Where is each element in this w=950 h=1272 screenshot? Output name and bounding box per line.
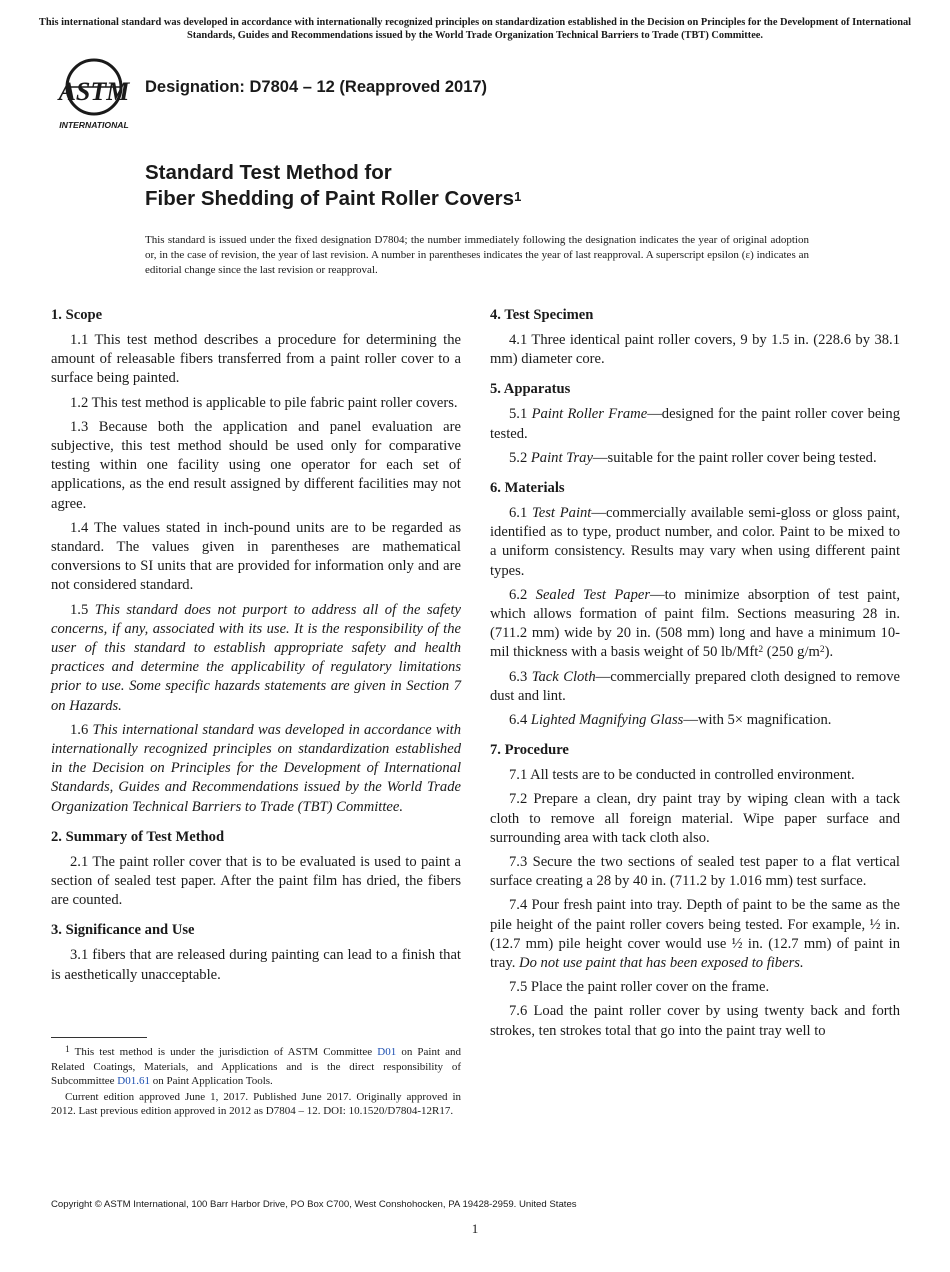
- footnote-divider: [51, 1037, 147, 1038]
- section-heading: 4. Test Specimen: [490, 307, 594, 323]
- paragraph-1-3: 1.3 Because both the application and panel evaluation are subjective, this test method should be used only for comparative testing within one facility using one operator for each set of applications, as the end result assigned by different facilities may not agree.: [51, 418, 461, 512]
- section-heading: 3. Significance and Use: [51, 922, 195, 939]
- section-heading: 5. Apparatus: [490, 381, 571, 398]
- section-significance: [51, 921, 461, 984]
- section-heading: 6. Materials: [490, 480, 565, 497]
- title-line-2: Fiber Shedding of Paint Roller Covers$^1$: [145, 187, 522, 210]
- copyright: Copyright © ASTM International, 100 Barr Harbor Drive, PO Box C700, West Conshohocken, PA 19428-2959. United States: [51, 1199, 577, 1210]
- astm-logo: [52, 56, 136, 132]
- committee-link[interactable]: D01: [377, 1046, 397, 1058]
- paragraph-3-1: 3.1 fibers that are released during painting can lead to a finish that is aesthetically unacceptable.: [51, 947, 461, 983]
- footnote-1: $^1$ This test method is under the jurisdiction of ASTM Committee D01 on Paint and Related Coatings, Materials, and Applications and is the direct responsibility of Subcommittee D01.61 on Paint Application Tools.: [51, 1045, 461, 1087]
- paragraph-1-4: 1.4 The values stated in inch-pound units are to be regarded as standard. The values given in parentheses are mathematical conversions to SI units that are provided for information only and are not considered standard.: [51, 519, 461, 594]
- right-column: [490, 306, 900, 1052]
- paragraph-6-2: 6.2 Sealed Test Paper—to minimize absorption of test paint, which allows formation of paint film. Sections measuring 28 in. (711.2 mm) wide by 20 in. (508 mm) long and have a minimum 10-mil thickness with a basis weight of 50 lb/Mft$^2$ (250 $g/m^2$).: [490, 586, 900, 661]
- paragraph-5-2: 5.2 Paint Tray—suitable for the paint roller cover being tested.: [509, 449, 877, 466]
- paragraph-4-1: 4.1 Three identical paint roller covers, 9 by 1.5 in. (228.6 by 38.1 mm) diameter core.: [490, 332, 900, 368]
- paragraph-6-3: 6.3 Tack Cloth—commercially prepared cloth designed to remove dust and lint.: [490, 668, 901, 704]
- paragraph-1-2: 1.2 This test method is applicable to pile fabric paint roller covers.: [70, 394, 458, 411]
- tbt-banner: This international standard was developed in accordance with internationally recognized principles on standardization established in the Decision on Principles for the Development of International Standards, Guides and Recommendations issued by the World Trade Organization Technical Barriers to Trade (TBT) Committee.: [38, 17, 912, 41]
- paragraph-7-2: 7.2 Prepare a clean, dry paint tray by wiping clean with a tack cloth to remove all foreign material. Wipe paper surface and surrounding area with tack cloth also.: [490, 791, 900, 846]
- section-apparatus: [490, 380, 900, 468]
- designation: Designation: D7804 – 12 (Reapproved 2017): [145, 78, 488, 96]
- title-line-1: Standard Test Method for: [145, 161, 392, 184]
- section-procedure: [490, 741, 900, 1041]
- paragraph-6-1: 6.1 Test Paint—commercially available semi-gloss or gloss paint, identified as to type, product number, and color. Paint to be mixed to a uniform consistency. Results may vary when using different paint types.: [490, 505, 901, 579]
- document-title: [145, 160, 521, 212]
- paragraph-1-5: 1.5 This standard does not purport to address all of the safety concerns, if any, associated with its use. It is the responsibility of the user of this standard to establish appropriate safety and health practices and determine the applicability of regulatory limitations prior to use. Some specific hazards statements are given in Section 7 on Hazards.: [51, 601, 461, 714]
- paragraph-7-3: 7.3 Secure the two sections of sealed test paper to a flat vertical surface creating a 28 by 40 in. (711.2 by 1.016 mm) test surface.: [490, 854, 900, 890]
- section-heading: 1. Scope: [51, 307, 103, 323]
- footnote-edition: Current edition approved June 1, 2017. Published June 2017. Originally approved in 2012. Last previous edition approved in 2012 as D7804 – 12. DOI: 10.1520/D7804-12R17.: [51, 1090, 461, 1117]
- section-heading: 2. Summary of Test Method: [51, 828, 225, 845]
- svg-text:INTERNATIONAL: INTERNATIONAL: [59, 120, 129, 130]
- section-scope: [51, 306, 461, 817]
- left-column: [51, 306, 461, 996]
- paragraph-7-5: 7.5 Place the paint roller cover on the frame.: [509, 979, 770, 996]
- standard-notice: This standard is issued under the fixed designation D7804; the number immediately following the designation indicates the year of original adoption or, in the case of revision, the year of last revision. A number in parentheses indicates the year of last reapproval. A superscript epsilon (ε) indicates an editorial change since the last revision or reapproval.: [145, 234, 809, 276]
- paragraph-2-1: 2.1 The paint roller cover that is to be evaluated is used to paint a section of sealed test paper. After the paint film has dried, the fibers are counted.: [51, 853, 461, 909]
- section-heading: 7. Procedure: [490, 742, 569, 759]
- paragraph-6-4: 6.4 Lighted Magnifying Glass—with 5× magnification.: [509, 712, 832, 729]
- paragraph-1-6: 1.6 This international standard was developed in accordance with internationally recognized principles on standardization established in the Decision on Principles for the Development of International Standards, Guides and Recommendations issued by the World Trade Organization Technical Barriers to Trade (TBT) Committee.: [51, 721, 462, 815]
- paragraph-7-1: 7.1 All tests are to be conducted in controlled environment.: [509, 767, 855, 784]
- footnotes: [51, 1045, 461, 1120]
- paragraph-7-4: 7.4 Pour fresh paint into tray. Depth of paint to be the same as the pile height of the paint roller covers being tested. For example, ½ in. (12.7 mm) pile height cover would use ½ in. (12.7 mm) of paint in tray. Do not use paint that has been exposed to fibers.: [490, 897, 900, 972]
- svg-text:ASTM: ASTM: [58, 77, 130, 106]
- title-footnote-mark: 1: [514, 189, 522, 204]
- section-specimen: [490, 306, 900, 369]
- subcommittee-link[interactable]: D01.61: [117, 1075, 150, 1087]
- section-materials: [490, 479, 900, 730]
- paragraph-5-1: 5.1 Paint Roller Frame—designed for the paint roller cover being tested.: [490, 406, 901, 442]
- paragraph-1-1: 1.1 This test method describes a procedure for determining the amount of releasable fibers transferred from a paint roller cover to a surface being painted.: [51, 332, 461, 387]
- paragraph-7-6: 7.6 Load the paint roller cover by using twenty back and forth strokes, ten strokes total that go into the paint tray well to: [490, 1003, 900, 1039]
- page-number: 1: [471, 1221, 479, 1236]
- section-summary: [51, 828, 461, 911]
